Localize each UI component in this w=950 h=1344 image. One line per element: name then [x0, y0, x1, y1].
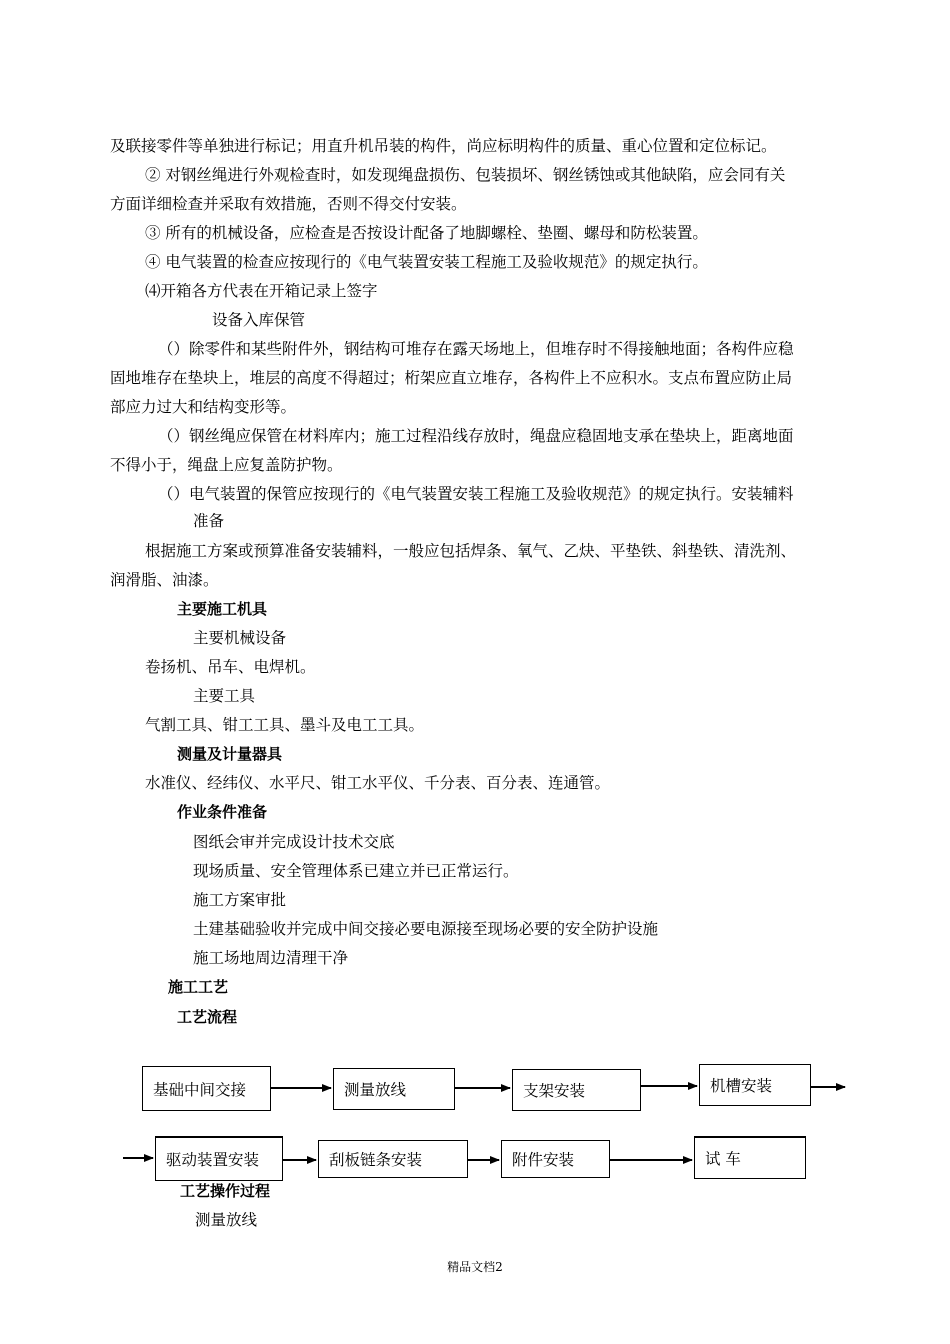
- list-item: 施工场地周边清理干净: [193, 949, 349, 967]
- subheading: 主要机械设备: [193, 629, 287, 647]
- page-footer: 精品文档2: [447, 1260, 503, 1274]
- section-heading: 主要施工机具: [177, 600, 268, 618]
- flow-step: 测量放线: [333, 1068, 455, 1110]
- section-heading: 工艺操作过程: [180, 1182, 271, 1200]
- para-line: （）电气装置的保管应按现行的《电气装置安装工程施工及验收规范》的规定执行。安装辅料: [158, 485, 794, 503]
- subheading: 主要工具: [193, 687, 256, 705]
- flow-step: 驱动装置安装: [155, 1136, 283, 1181]
- para-line: 水准仪、经纬仪、水平尺、钳工水平仪、千分表、百分表、连通管。: [145, 774, 611, 792]
- para-line: 根据施工方案或预算准备安装辅料，一般应包括焊条、氧气、乙炔、平垫铁、斜垫铁、清洗剂、: [145, 542, 797, 560]
- flow-step: 附件安装: [501, 1140, 610, 1178]
- para-line: 固地堆存在垫块上，堆层的高度不得超过；桁架应直立堆存，各构件上不应积水。支点布置应防止局: [110, 369, 793, 387]
- list-item: 现场质量、安全管理体系已建立并已正常运行。: [193, 862, 519, 880]
- flow-step: 试 车: [694, 1136, 806, 1179]
- para-line: （）除零件和某些附件外，钢结构可堆存在露天场地上，但堆存时不得接触地面；各构件应稳: [158, 340, 794, 358]
- para-line: ⑷开箱各方代表在开箱记录上签字: [145, 282, 378, 300]
- para-line: 及联接零件等单独进行标记；用直升机吊装的构件，尚应标明构件的质量、重心位置和定位标记。: [110, 137, 777, 155]
- flow-step: 基础中间交接: [142, 1066, 271, 1111]
- para-line: ② 对钢丝绳进行外观检查时，如发现绳盘损伤、包装损坏、钢丝锈蚀或其他缺陷，应会同有关: [145, 166, 786, 184]
- para-line: ④ 电气装置的检查应按现行的《电气装置安装工程施工及验收规范》的规定执行。: [145, 253, 708, 271]
- section-heading: 工艺流程: [177, 1008, 238, 1026]
- subheading: 设备入库保管: [212, 311, 306, 329]
- para-line: 不得小于，绳盘上应复盖防护物。: [110, 456, 343, 474]
- para-line: 润滑脂、油漆。: [110, 571, 219, 589]
- subheading: 测量放线: [195, 1211, 258, 1229]
- section-heading: 施工工艺: [168, 978, 229, 996]
- section-heading: 测量及计量器具: [177, 745, 283, 763]
- para-line: 卷扬机、吊车、电焊机。: [145, 658, 316, 676]
- list-item: 土建基础验收并完成中间交接必要电源接至现场必要的安全防护设施: [193, 920, 659, 938]
- para-line: 气割工具、钳工工具、墨斗及电工工具。: [145, 716, 425, 734]
- para-line: （）钢丝绳应保管在材料库内；施工过程沿线存放时，绳盘应稳固地支承在垫块上，距离地面: [158, 427, 794, 445]
- subheading: 准备: [193, 512, 225, 530]
- list-item: 图纸会审并完成设计技术交底: [193, 833, 395, 851]
- para-line: 部应力过大和结构变形等。: [110, 398, 297, 416]
- flow-step: 机槽安装: [699, 1064, 811, 1106]
- flow-step: 支架安装: [512, 1069, 641, 1111]
- para-line: 方面详细检查并采取有效措施，否则不得交付安装。: [110, 195, 467, 213]
- para-line: ③ 所有的机械设备，应检查是否按设计配备了地脚螺栓、垫圈、螺母和防松装置。: [145, 224, 708, 242]
- section-heading: 作业条件准备: [177, 803, 268, 821]
- list-item: 施工方案审批: [193, 891, 287, 909]
- flow-step: 刮板链条安装: [318, 1140, 468, 1178]
